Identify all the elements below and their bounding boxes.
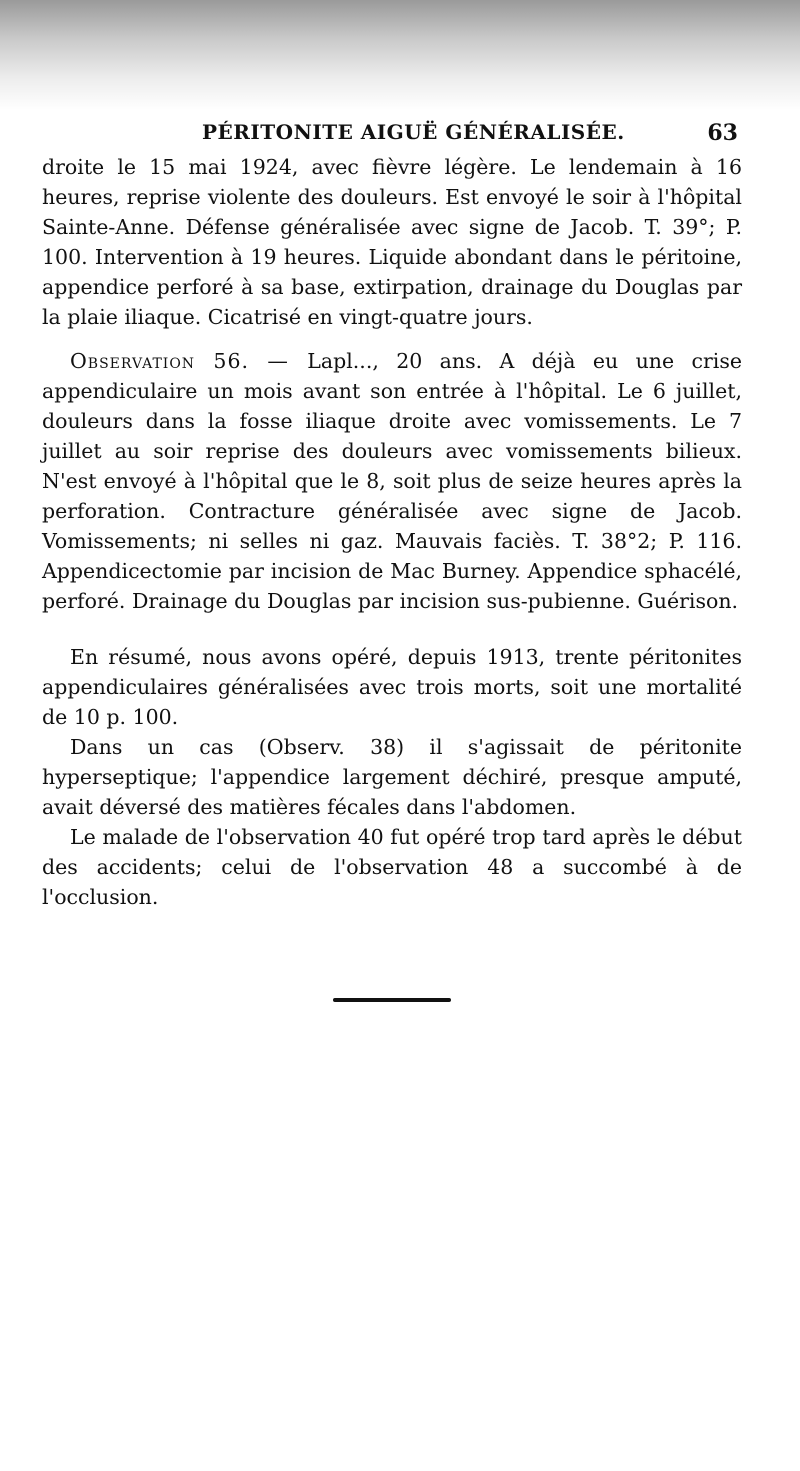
scan-shadow (0, 0, 800, 110)
observation-label: Observation 56. — (70, 349, 308, 373)
paragraph-observation-56 (42, 346, 742, 616)
paragraph-case-38: Dans un cas (Observ. 38) il s'agissait de péritonite hyperseptique; l'appendice largement déchiré, presque amputé, avait déversé des matières fécales dans l'abdomen. (42, 735, 742, 819)
paragraph-observation-55-end: droite le 15 mai 1924, avec fièvre légère. Le lendemain à 16 heures, reprise violente des douleurs. Est envoyé le soir à l'hôpital Sainte-Anne. Défense généralisée avec signe de Jacob. T. 39°; P. 100. Intervention à 19 heures. Liquide abondant dans le péritoine, appendice perforé à sa base, extirpation, drainage du Douglas par la plaie iliaque. Cicatrisé en vingt-quatre jours. (42, 155, 742, 329)
running-title: PÉRITONITE AIGUË GÉNÉRALISÉE. (202, 120, 625, 144)
paragraph-summary: En résumé, nous avons opéré, depuis 1913, trente péritonites appendiculaires généralisées avec trois morts, soit une mortalité de 10 p. 100. (42, 645, 742, 729)
book-page (42, 112, 742, 912)
running-header (42, 112, 742, 152)
paragraph-case-40-48: Le malade de l'observation 40 fut opéré trop tard après le début des accidents; celui de l'observation 48 a succombé à de l'occlusion. (42, 825, 742, 909)
page-number: 63 (707, 120, 738, 146)
end-rule (333, 998, 451, 1002)
observation-56-text: Lapl..., 20 ans. A déjà eu une crise appendiculaire un mois avant son entrée à l'hôpital. Le 6 juillet, douleurs dans la fosse iliaque droite avec vomissements. Le 7 juillet au soir reprise des douleurs avec vomissements bilieux. N'est envoyé à l'hôpital que le 8, soit plus de seize heures après la perforation. Contracture généralisée avec signe de Jacob. Vomissements; ni selles ni gaz. Mauvais faciès. T. 38°2; P. 116. Appendicectomie par incision de Mac Burney. Appendice sphacélé, perforé. Drainage du Douglas par incision sus-pubienne. Guérison. (42, 349, 742, 613)
